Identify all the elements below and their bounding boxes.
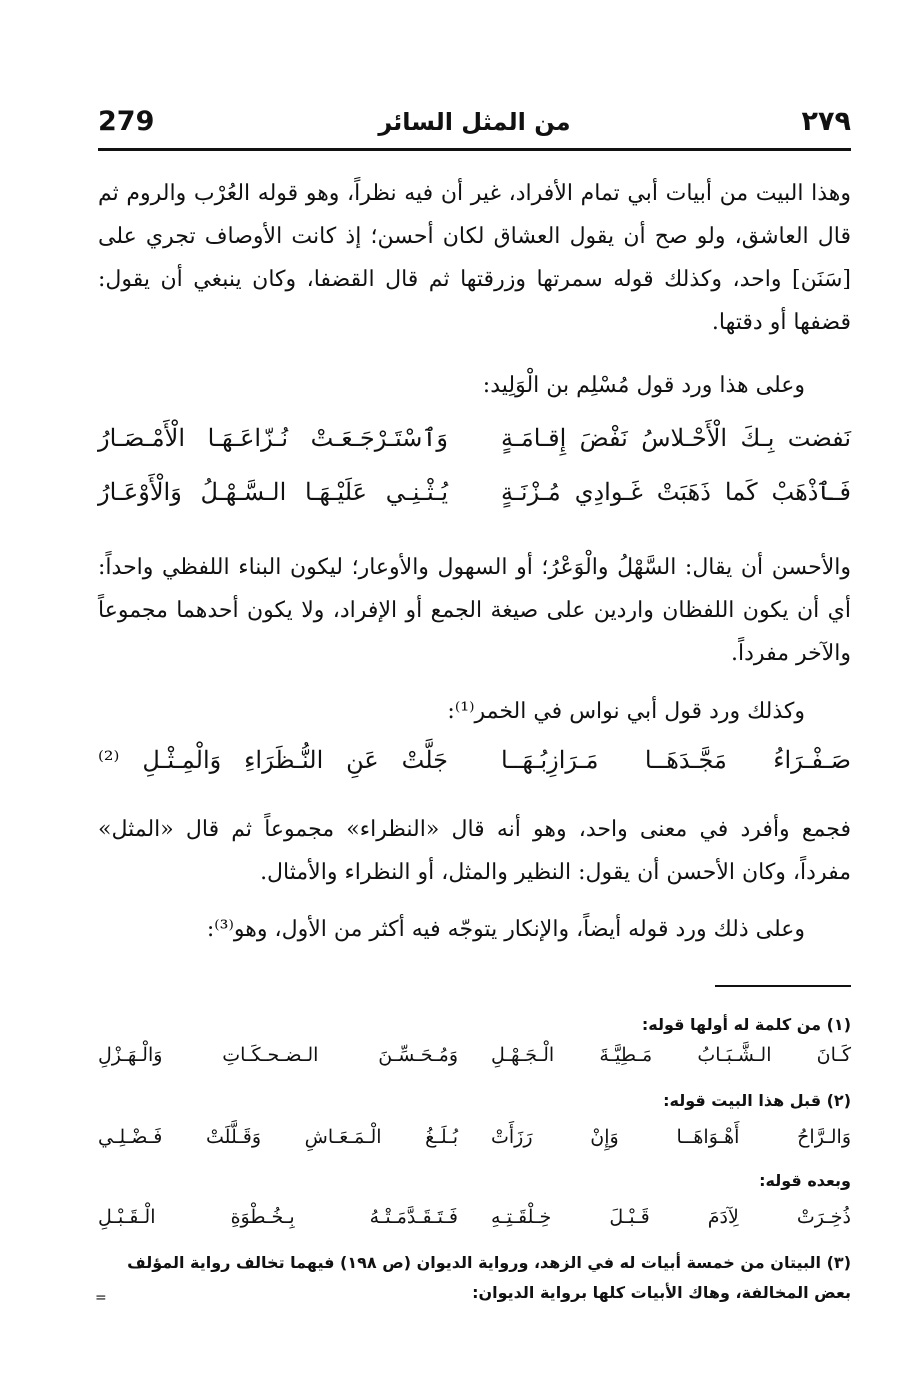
paragraph-text: فجمع وأفرد في معنى واحد، وهو أنه قال «النظراء» مجموعاً ثم قال «المثل» مفرداً، وكان الأحسن أن يقول: النظير والمثل، أو النظراء والأمثال. [98,817,851,885]
verse-hemistich-first: كَـانَ الـشَّـبَـابُ مَـطِيَّـةَ الْـجَـهْـلِ [491,1044,851,1066]
verse-hemistich-second: بُـلَـغُ الْـمَـعَـاشِ وَقَـلَّلَتْ فَـضْـلِـي [98,1126,458,1148]
paragraph-text: وكذلك ورد قول أبي نواس في الخمر⁽¹⁾: [447,699,805,724]
verse-hemistich-first: صَـفْـرَاءُ مَجَّـدَهَــا مَـرَازِبُـهَــا [501,746,851,774]
paragraph-3 [98,546,851,675]
verse-hemistich-first: فَـٱذْهَبْ كَما ذَهَبَتْ غَـوادِي مُـزْنَـةٍ [501,478,851,506]
verse-hemistich-first: وَالـرَّاحُ أَهْـوَاهَــا وَإِنْ رَزَأَتْ [491,1126,851,1148]
paragraph-4 [98,690,851,733]
paragraph-text: وعلى هذا ورد قول مُسْلِم بن الْوَلِيد: [482,373,805,398]
continuation-mark: = [95,1290,107,1306]
footnote-1-verse [98,1044,851,1082]
page-number-arabic: ٢٧٩ [801,106,851,137]
paragraph-6 [98,908,851,951]
verse-hemistich-second: وَمُـحَـسِّـنَ الـضـحـكَـاتِ وَالْـهَـزْلِ [98,1044,458,1066]
paragraph-2 [98,364,851,407]
verse-hemistich-second: جَلَّتْ عَنِ النُّـظَرَاءِ وَالْمِـثْـلِ ⁽²⁾ [98,746,448,774]
verse-hemistich-first: ذُخِـرَتْ لِآدَمَ قَـبْـلَ خِـلْقَـتِـهِ [491,1206,851,1228]
verse-line-2 [98,478,851,526]
paragraph-5 [98,808,851,894]
running-title: من المثل السائر [378,108,571,136]
footnote-separator [715,985,851,987]
footnote-2-after: وبعده قوله: [759,1171,851,1190]
paragraph-text: وعلى ذلك ورد قوله أيضاً، والإنكار يتوجّه فيه أكثر من الأول، وهو⁽³⁾: [206,917,805,942]
verse-hemistich-second: وَٱسْتَـرْجَـعَـتْ نُـزّاعَـهَـا الْأَمْـصَـارُ [98,424,448,452]
verse-line-3 [98,746,851,794]
verse-line-1 [98,424,851,472]
footnote-2-verse-a [98,1126,851,1164]
footnote-2-verse-b [98,1206,851,1244]
paragraph-text: والأحسن أن يقال: السَّهْلُ والْوَعْرُ؛ أو السهول والأوعار؛ ليكون البناء اللفظي واحداً: أي أن يكون اللفظان واردين على صيغة الجمع أو الإفراد، ولا يكون أحدهما مجموعاً والآخر مفرداً. [98,555,852,666]
paragraph-text: وهذا البيت من أبيات أبي تمام الأفراد، غير أن فيه نظراً، وهو قوله العُرْب والروم ثم قال العاشق، ولو صح أن يقول العشاق لكان أحسن؛ إذ كانت الأوصاف تجري على [سَنَن] واحد، وكذلك قوله سمرتها وزرقتها ثم قال القضفا، وكان ينبغي أن يقول: قضفها أو دقتها. [98,181,851,335]
footnote-3: (٣) البيتان من خمسة أبيات له في الزهد، ورواية الديوان (ص ١٩٨) فيهما تخالف رواية المؤلف بعض المخالفة، وهاك الأبيات كلها برواية الديوان: [127,1253,851,1302]
running-header [98,100,851,151]
footnote-1-intro: (١) من كلمة له أولها قوله: [641,1015,851,1034]
paragraph-1 [98,172,851,344]
footnote-2-intro: (٢) قبل هذا البيت قوله: [663,1091,851,1110]
verse-hemistich-second: فَـتَـقَـدَّمَـتْـهُ بِـخُـطْوَةِ الْـقَـبْـلِ [98,1206,458,1228]
page-number-latin: 279 [98,106,155,137]
verse-hemistich-second: يُـثْـنِـي عَلَيْـهَـا الـسَّـهْـلُ وَالْأَوْعَـارُ [98,478,448,506]
verse-hemistich-first: نَفضت بِـكَ الْأَحْـلاسُ نَفْضَ إِقـامَـةٍ [501,424,851,452]
